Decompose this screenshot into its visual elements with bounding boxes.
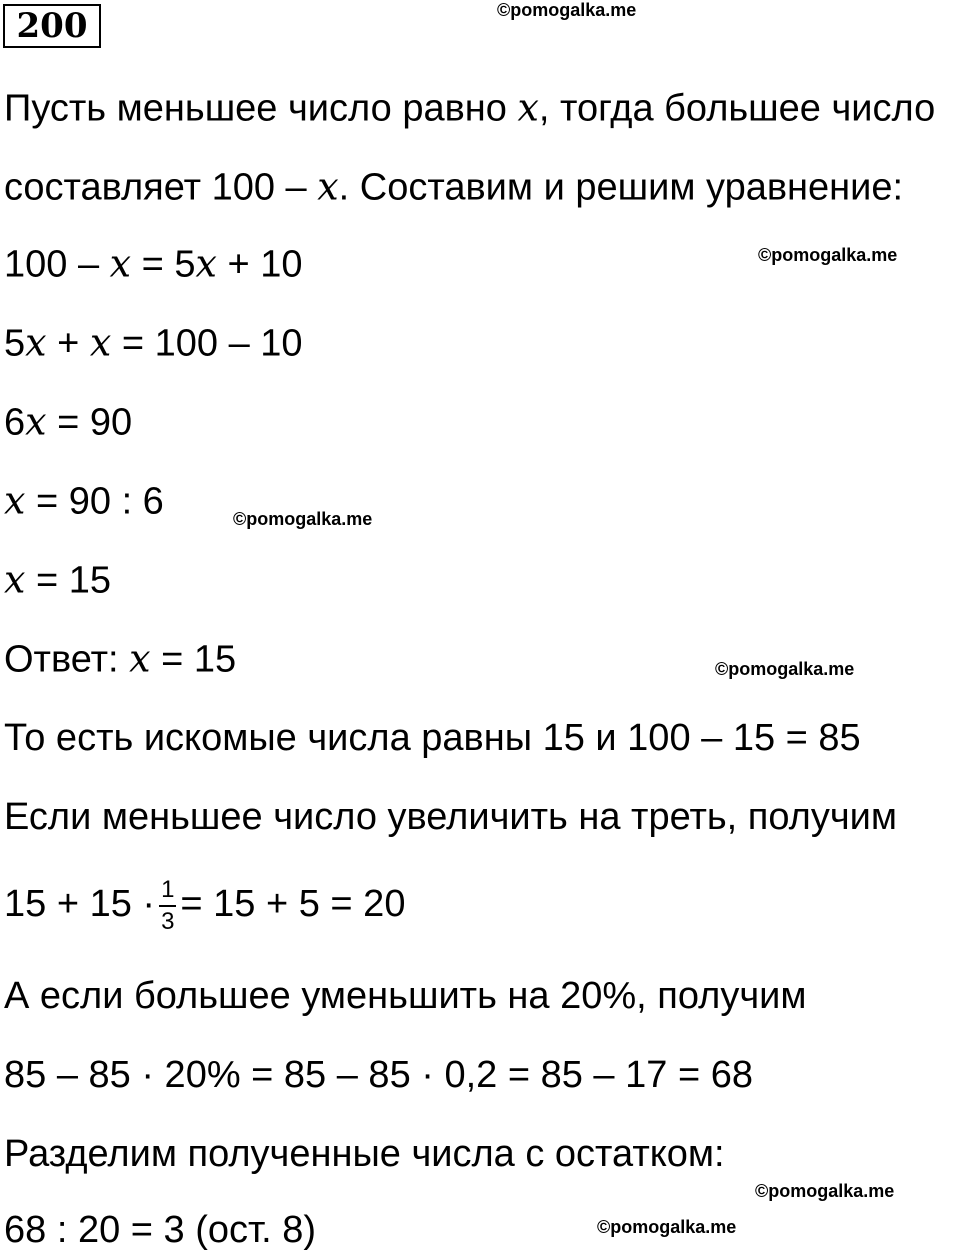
text-line: А если большее уменьшить на 20%, получим (4, 975, 807, 1017)
variable-x: x (317, 164, 339, 209)
text-line: Разделим полученные числа с остатком: (4, 1133, 725, 1175)
variable-x: x (129, 636, 151, 681)
text-line: Если меньшее число увеличить на треть, получим (4, 796, 897, 838)
equation-line: 6x = 90 (4, 399, 133, 444)
variable-x: x (109, 241, 132, 286)
variable-x: x (89, 320, 112, 365)
variable-x: x (195, 241, 217, 286)
fraction-numerator: 1 (159, 878, 176, 907)
text-line: составляет 100 – x. Составим и решим уравнение: (4, 164, 904, 209)
watermark: ©pomogalka.me (758, 245, 898, 265)
equation-line: x = 90 : 6 (4, 478, 164, 523)
equation-line: 5x + x = 100 – 10 (4, 320, 303, 365)
watermark: ©pomogalka.me (715, 659, 855, 679)
watermark: ©pomogalka.me (497, 0, 637, 20)
variable-x: x (25, 399, 47, 444)
watermark: ©pomogalka.me (597, 1217, 737, 1237)
equation-line: 15 + 15 · $\frac{1}{3}$ = 15 + 5 = 20 (4, 876, 406, 935)
answer-line: Ответ: x = 15 (4, 636, 237, 681)
text-line: То есть искомые числа равны 15 и 100 – 15 = 85 (4, 717, 861, 759)
variable-x: x (4, 478, 26, 523)
variable-x: x (517, 85, 539, 130)
variable-x: x (4, 557, 26, 602)
watermark: ©pomogalka.me (755, 1181, 895, 1201)
text-line: Пусть меньшее число равно x, тогда большее число (4, 85, 936, 130)
equation-line: x = 15 (4, 557, 112, 602)
variable-x: x (25, 320, 47, 365)
problem-number: 200 (3, 4, 101, 48)
equation-line: 100 – x = 5x + 10 (4, 241, 303, 286)
fraction (159, 878, 176, 934)
watermark: ©pomogalka.me (233, 509, 373, 529)
equation-line: 85 – 85 · 20% = 85 – 85 · 0,2 = 85 – 17 = 68 (4, 1054, 753, 1096)
fraction-denominator: 3 (161, 908, 175, 935)
equation-line: 68 : 20 = 3 (ост. 8) (4, 1209, 317, 1251)
